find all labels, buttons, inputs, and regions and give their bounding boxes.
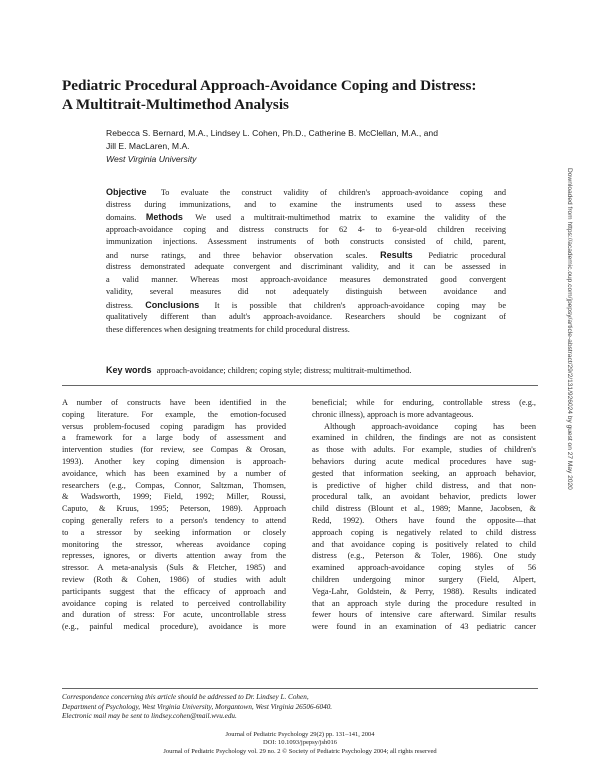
body-line: to a stressor by seeking information or closely xyxy=(62,527,286,537)
abstract-line: approach-avoidance coping and distress constructs for 62 4- to 6-year-old children receiving xyxy=(106,224,506,234)
body-line: Caputo, & Kruus, 1995; Peterson, 1989). Approach xyxy=(62,504,286,514)
body-line: avoidance coping is related to perceived controllability xyxy=(62,598,286,608)
body-line: monitoring the stressor, whereas avoidance coping xyxy=(62,539,286,549)
footnote-line: Correspondence concerning this article should be addressed to Dr. Lindsey L. Cohen, xyxy=(62,693,309,701)
body-line: stressor. A meta-analysis (Suls & Fletcher, 1985) and xyxy=(62,563,286,573)
body-line: behaviors during acute medical procedures have sug- xyxy=(312,456,536,466)
correspondence-footnote xyxy=(62,693,532,722)
keywords-text: approach-avoidance; children; coping style; distress; multitrait-multimethod. xyxy=(156,366,412,375)
body-line: represses, ignores, or diverts attention away from the xyxy=(62,551,286,561)
abstract-line: distress demonstrated adequate convergent and discriminant validity, and it can be assessed in xyxy=(106,262,506,271)
body-line: is predictive of higher child distress, and that non- xyxy=(312,480,536,490)
body-line: approach coping is negatively related to child distress xyxy=(312,527,536,537)
keywords-heading: Key words xyxy=(106,365,152,375)
body-line: a framework for a large body of assessment and xyxy=(62,433,286,443)
authors-line-2: Jill E. MacLaren, M.A. xyxy=(106,141,190,151)
body-line: researchers (e.g., Compas, Connor, Saltzman, Thomsen, xyxy=(62,480,286,490)
author-block xyxy=(106,127,546,166)
abstract-line: distress. Conclusions It is possible that children's approach-avoidance coping may be xyxy=(106,299,506,310)
methods-heading: Methods xyxy=(145,212,183,222)
title-line-2: A Multitrait-Multimethod Analysis xyxy=(62,96,289,113)
abstract-line: these differences when designing treatments for child procedural distress. xyxy=(106,324,350,334)
abstract-line: immunization injections. Assessment instruments of both constructs consisted of child, parent, xyxy=(106,237,506,246)
body-line: Redd, 1992). Others have found the opposite—that xyxy=(312,515,536,525)
abstract-line: domains. Methods We used a multitrait-multimethod matrix to examine the validity of the xyxy=(106,212,506,222)
title-line-1: Pediatric Procedural Approach-Avoidance Coping and Distress: xyxy=(62,77,477,94)
abstract-line: distress during immunizations, and to examine the instruments used to assess these xyxy=(106,199,506,209)
body-line: and that avoidance coping is positively related to child xyxy=(312,539,536,549)
body-line: chronic illness), approach is more advantageous. xyxy=(312,409,474,419)
abstract-line: and nurse ratings, and three behavior observation scales. Results Pediatric procedural xyxy=(106,249,506,260)
body-line: fewer hours of intensive care afterward. Similar results xyxy=(312,610,536,620)
body-line: procedural talk, an avoidant behavior, predicts lower xyxy=(312,492,536,502)
body-line: distress (e.g., Peterson & Toler, 1986). One study xyxy=(312,551,536,561)
body-column-right xyxy=(312,397,536,633)
footnote-divider xyxy=(62,688,538,689)
body-line: Vega-Lahr, Goldstein, & Perry, 1988). Results indicated xyxy=(312,586,536,596)
body-line: & Wadsworth, 1999; Field, 1992; Miller, Roussi, xyxy=(62,492,286,502)
abstract-line: a valid manner. Whereas most approach-avoidance measures demonstrated good convergent xyxy=(106,274,506,284)
section-divider xyxy=(62,385,538,386)
body-line: beneficial; while for enduring, controllable stress (e.g., xyxy=(312,398,536,407)
abstract-line: Objective To evaluate the construct validity of children's approach-avoidance coping and xyxy=(106,187,506,197)
footnote-line: Department of Psychology, West Virginia University, Morgantown, West Virginia 26506-6040. xyxy=(62,702,333,711)
abstract xyxy=(106,186,506,336)
body-line: coping generally refers to a person's tendency to attend xyxy=(62,515,286,525)
abstract-line: validity, several measures did not adequately distinguish between avoidance and xyxy=(106,287,506,296)
body-line: gested that information seeking, an approach behavior, xyxy=(312,468,536,478)
keywords xyxy=(106,365,526,375)
journal-citation xyxy=(100,731,500,756)
body-line: as those with adults. For example, studies of children's xyxy=(312,445,536,455)
body-line: 1993). Another key coping dimension is approach- xyxy=(62,456,286,466)
conclusions-heading: Conclusions xyxy=(145,299,200,310)
body-line: Although approach-avoidance coping has been xyxy=(324,421,536,431)
authors-line-1: Rebecca S. Bernard, M.A., Lindsey L. Cohen, Ph.D., Catherine B. McClellan, M.A., and xyxy=(106,128,438,138)
download-notice: Downloaded from https://academic.oup.com/jpepsy/article-abstract/29/2/131/926024 by guest on 27 May 2020 xyxy=(566,168,573,490)
body-line: were found in an examination of 43 pediatric cancer xyxy=(312,622,536,632)
body-line: (e.g., painful medical procedure), avoidance is more xyxy=(62,622,286,632)
citation-line: Journal of Pediatric Psychology vol. 29 no. 2 © Society of Pediatric Psychology 2004; all rights reserved xyxy=(163,747,437,755)
body-line: children undergoing minor surgery (Field, Alpert, xyxy=(312,574,536,584)
citation-line: Journal of Pediatric Psychology 29(2) pp. 131–141, 2004 xyxy=(225,731,375,738)
body-line: examined in children, the findings are not as consistent xyxy=(312,433,536,443)
body-line: and duration of stress: For acute, uncontrollable stress xyxy=(62,610,286,620)
article-title xyxy=(62,76,542,114)
body-column-left xyxy=(62,397,286,633)
affiliation: West Virginia University xyxy=(106,154,197,164)
body-line: intervention studies (for review, see Compas & Orosan, xyxy=(62,445,286,455)
objective-heading: Objective xyxy=(106,187,147,197)
results-heading: Results xyxy=(380,249,413,260)
body-line: examined approach-avoidance coping styles of 56 xyxy=(312,563,536,573)
footnote-line: Electronic mail may be sent to lindsey.cohen@mail.wvu.edu. xyxy=(62,712,237,721)
body-line: child distress (Blount et al., 1989; Manne, Jacobsen, & xyxy=(312,504,536,514)
body-line: A number of constructs have been identified in the xyxy=(62,398,286,407)
abstract-line: qualitatively different than adult's approach-avoidance. Researchers should be cognizant of xyxy=(106,312,506,321)
body-line: avoidance, which has been examined by a number of xyxy=(62,468,286,478)
body-line: review (Roth & Cohen, 1986) of studies with adult xyxy=(62,574,286,584)
body-line: participants suggest that the efficacy of approach and xyxy=(62,586,286,596)
body-line: that an approach style during the procedure resulted in xyxy=(312,598,536,608)
body-line: coping literature. For example, the emotion-focused xyxy=(62,409,286,419)
body-line: versus problem-focused coping paradigm has provided xyxy=(62,421,286,431)
citation-line: DOI: 10.1093/jpepsy/jsh016 xyxy=(262,739,338,747)
download-sidebar xyxy=(563,168,575,608)
